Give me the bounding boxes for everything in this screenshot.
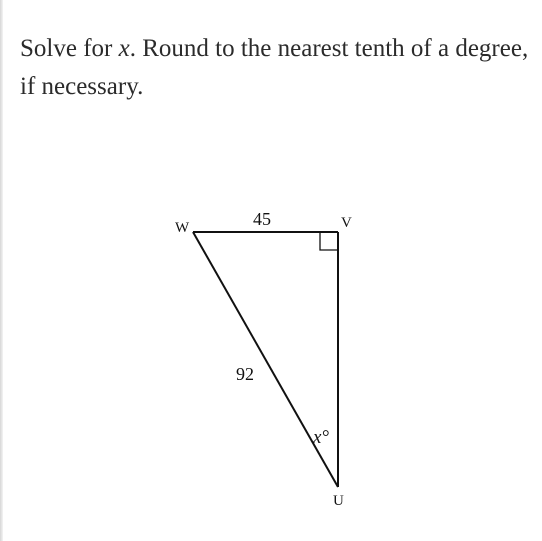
question-text-before: Solve for	[20, 35, 119, 62]
right-angle-marker	[320, 232, 338, 250]
question-text-after: . Round to the nearest tenth of a degree, if necessary.	[20, 35, 529, 100]
vertex-label-v: V	[341, 215, 352, 231]
question-variable: x	[118, 35, 130, 62]
side-label-wv: 45	[253, 209, 271, 229]
vertex-label-u: U	[333, 493, 344, 509]
side-label-wu: 92	[236, 364, 254, 384]
angle-label-x: x°	[313, 427, 330, 448]
side-wu-hypotenuse	[193, 232, 338, 487]
vertex-label-w: W	[175, 220, 190, 236]
